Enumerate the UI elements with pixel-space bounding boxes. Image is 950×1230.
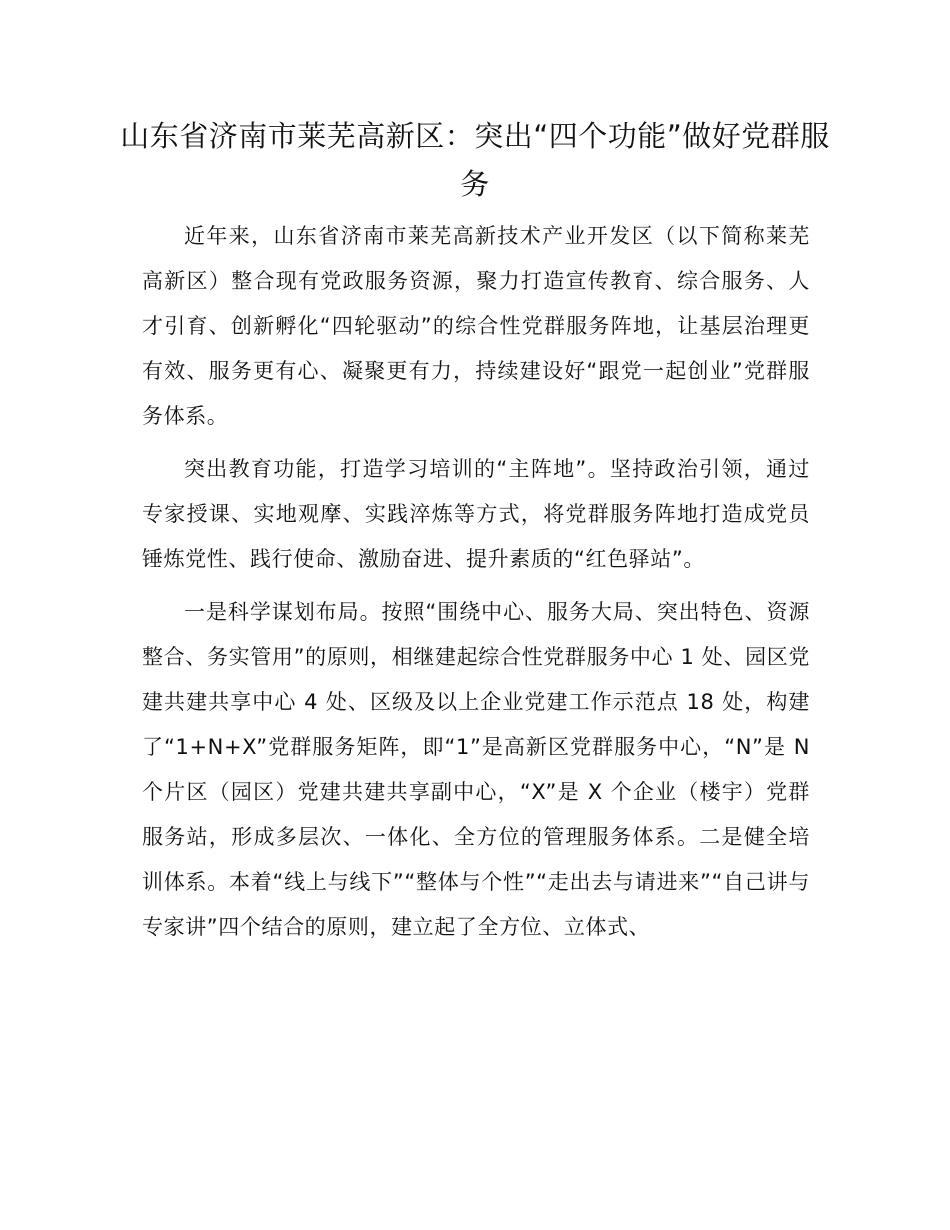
document-title: 山东省济南市莱芜高新区：突出“四个功能”做好党群服务: [120, 119, 830, 201]
paragraph-education-function: 突出教育功能，打造学习培训的“主阵地”。坚持政治引领，通过专家授课、实地观摩、实践淬炼等方式，将党群服务阵地打造成党员锤炼党性、践行使命、激励奋进、提升素质的“红色驿站”。: [142, 457, 810, 571]
paragraph-intro: 近年来，山东省济南市莱芜高新技术产业开发区（以下简称莱芜高新区）整合现有党政服务资源，聚力打造宣传教育、综合服务、人才引育、创新孵化“四轮驱动”的综合性党群服务阵地，让基层治理更有效、服务更有心、凝聚更有力，持续建设好“跟党一起创业”党群服务体系。: [142, 224, 810, 428]
document-body: [142, 214, 810, 958]
paragraph-layout-and-training: 一是科学谋划布局。按照“围绕中心、服务大局、突出特色、资源整合、务实管用”的原则，相继建起综合性党群服务中心 1 处、园区党建共建共享中心 4 处、区级及以上企业党建工作示范点 18 处，构建了“1+N+X”党群服务矩阵，即“1”是高新区党群服务中心，“N”是 N 个片区（园区）党建共建共享副中心，“X”是 X 个企业（楼宇）党群服务站，形成多层次、一体化、全方位的管理服务体系。二是健全培训体系。本着“线上与线下”“整体与个性”“走出去与请进来”“自己讲与专家讲”四个结合的原则，建立起了全方位、立体式、: [142, 600, 810, 939]
